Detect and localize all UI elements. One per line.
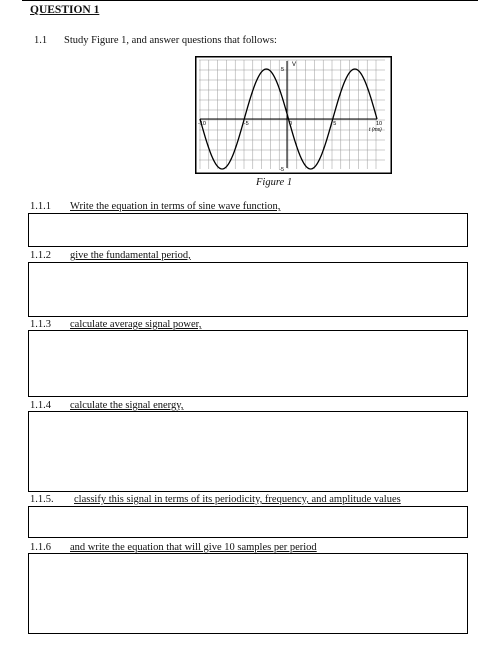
y-tick-label: 5 bbox=[280, 67, 284, 73]
question-text: give the fundamental period, bbox=[70, 250, 191, 261]
x-tick-label: 0 bbox=[288, 121, 293, 127]
question-heading: QUESTION 1 bbox=[30, 4, 100, 16]
answer-box-1-1-5[interactable] bbox=[28, 506, 468, 538]
intro-text: Study Figure 1, and answer questions that follows: bbox=[64, 35, 277, 46]
top-rule bbox=[22, 0, 478, 1]
question-text: calculate the signal energy, bbox=[70, 400, 184, 411]
x-tick-label: -5 bbox=[243, 121, 249, 127]
answer-box-1-1-6[interactable] bbox=[28, 553, 468, 634]
question-number: 1.1.6 bbox=[30, 542, 51, 553]
question-number: 1.1.4 bbox=[30, 400, 51, 411]
question-text: classify this signal in terms of its periodicity, frequency, and amplitude values bbox=[74, 494, 401, 505]
y-tick-label: -5 bbox=[279, 167, 284, 173]
answer-box-1-1-2[interactable] bbox=[28, 262, 468, 317]
answer-box-1-1-3[interactable] bbox=[28, 330, 468, 397]
figure-caption: Figure 1 bbox=[256, 177, 293, 188]
answer-box-1-1-4[interactable] bbox=[28, 411, 468, 492]
x-axis-label: t (ms) bbox=[369, 127, 382, 133]
x-tick-label: 5 bbox=[333, 121, 337, 127]
question-number: 1.1.1 bbox=[30, 201, 51, 212]
question-number: 1.1.3 bbox=[30, 319, 51, 330]
intro-number: 1.1 bbox=[34, 35, 48, 46]
question-number: 1.1.5. bbox=[30, 494, 54, 505]
question-number: 1.1.2 bbox=[30, 250, 51, 261]
answer-box-1-1-1[interactable] bbox=[28, 213, 468, 247]
x-tick-label: -10 bbox=[198, 121, 206, 127]
question-text: calculate average signal power, bbox=[70, 319, 202, 330]
question-text: and write the equation that will give 10 samples per period bbox=[70, 542, 317, 553]
y-axis-label: V bbox=[292, 62, 297, 68]
question-text: Write the equation in terms of sine wave function, bbox=[70, 201, 281, 212]
x-tick-label: 10 bbox=[375, 121, 383, 127]
sine-wave-figure bbox=[195, 56, 392, 174]
